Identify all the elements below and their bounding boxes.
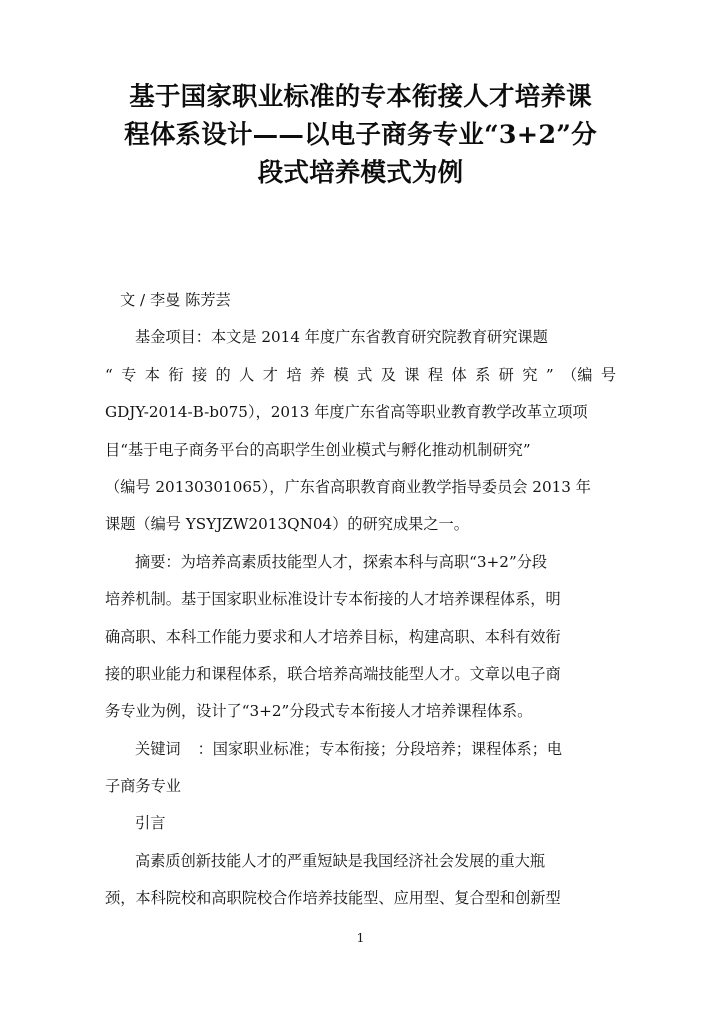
funding-line-4: 目“基于电子商务平台的高职学生创业模式与孵化推动机制研究” — [105, 440, 531, 459]
funding-seg: 培 — [286, 365, 302, 384]
funding-seg: 专 — [121, 365, 137, 384]
funding-seg: 研 — [498, 365, 514, 384]
title-line-1: 基于国家职业标准的专本衔接人才培养课 — [129, 82, 592, 112]
document-body — [105, 282, 616, 918]
funding-seg: 体 — [451, 365, 467, 384]
abstract-line-5: 务专业为例，设计了“3+2”分段式专本衔接人才培养课程体系。 — [105, 702, 533, 721]
page-title — [95, 78, 626, 192]
keywords-line-2: 子商务专业 — [105, 777, 181, 796]
funding-seg: 课 — [404, 365, 420, 384]
funding-seg: 的 — [215, 365, 231, 384]
funding-line-6: 课题（编号 YSYJZW2013QN04）的研究成果之一。 — [105, 515, 469, 534]
funding-seg: 系 — [475, 365, 491, 384]
intro-line-1: 高素质创新技能人才的严重短缺是我国经济社会发展的重大瓶 — [135, 851, 546, 870]
funding-seg: “ — [105, 365, 113, 384]
abstract-line-3: 确高职、本科工作能力要求和人才培养目标，构建高职、本科有效衔 — [105, 627, 561, 646]
funding-seg: 养 — [309, 365, 326, 384]
funding-line-2 — [105, 357, 616, 394]
abstract-line-2: 培养机制。基于国家职业标准设计专本衔接的人才培养课程体系，明 — [105, 590, 561, 609]
title-line-3: 段式培养模式为例 — [257, 158, 464, 188]
keywords-values: ：国家职业标准；专本衔接；分段培养；课程体系；电 — [197, 739, 563, 758]
funding-seg: 号 — [600, 365, 616, 384]
funding-seg: 模 — [333, 365, 349, 384]
funding-seg: 本 — [144, 365, 160, 384]
page-number: 1 — [356, 930, 365, 945]
funding-seg: 接 — [191, 365, 208, 384]
funding-seg: 人 — [239, 365, 255, 384]
abstract-line-4: 接的职业能力和课程体系，联合培养高端技能型人才。文章以电子商 — [105, 664, 561, 683]
funding-line-3: GDJY-2014-B-b075），2013 年度广东省高等职业教育教学改革立项项 — [105, 403, 588, 422]
funding-line-1: 基金项目：本文是 2014 年度广东省教育研究院教育研究课题 — [135, 328, 548, 347]
funding-line-5: （编号 20130301065），广东省高职教育商业教学指导委员会 2013 年 — [105, 477, 591, 496]
funding-seg: （编 — [562, 365, 593, 384]
keywords-label: 关键词 — [135, 739, 181, 758]
funding-seg: 究 — [522, 365, 538, 384]
funding-seg: 才 — [262, 365, 278, 384]
abstract-line-1: 摘要：为培养高素质技能型人才，探索本科与高职“3+2”分段 — [135, 552, 548, 571]
funding-line-2-justified — [105, 357, 616, 394]
intro-line-2: 颈，本科院校和高职院校合作培养技能型、应用型、复合型和创新型 — [105, 889, 561, 908]
funding-seg: 及 — [380, 365, 396, 384]
funding-seg: 衔 — [168, 365, 184, 384]
funding-seg: ” — [545, 365, 554, 384]
title-line-2: 程体系设计——以电子商务专业“3+2”分 — [124, 120, 597, 150]
byline: 文 / 李曼 陈芳芸 — [120, 291, 231, 309]
section-heading-intro: 引言 — [135, 814, 166, 833]
keywords-line-1 — [105, 731, 616, 768]
funding-seg: 程 — [427, 365, 444, 384]
funding-seg: 式 — [357, 365, 373, 384]
